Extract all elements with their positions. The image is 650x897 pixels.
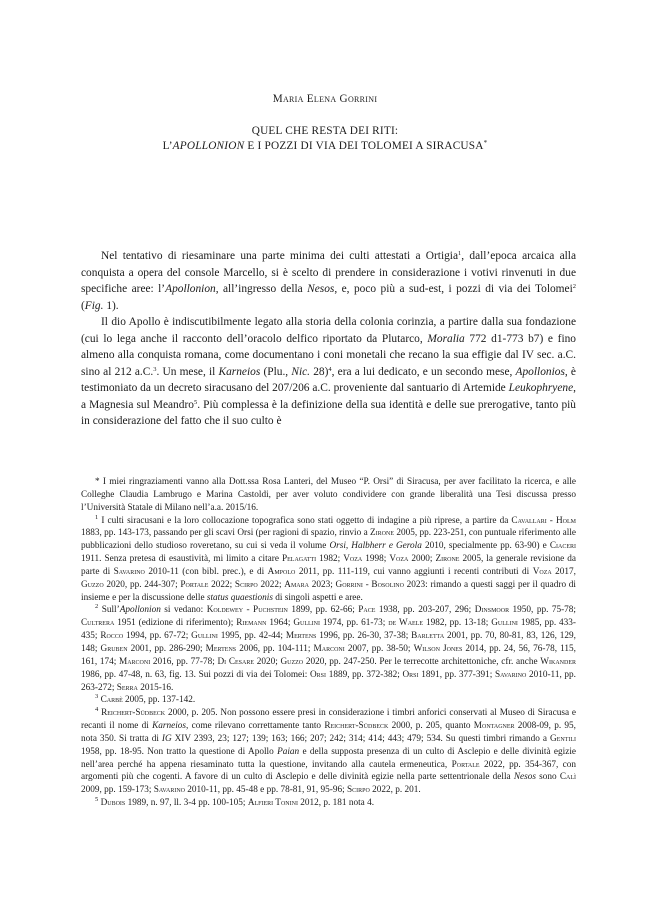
italic-text: Moralia xyxy=(427,332,465,345)
cited-author: Orsi xyxy=(309,669,327,680)
cited-author: Zirone xyxy=(435,554,460,565)
cited-author: Dubois xyxy=(100,798,126,809)
italic-text: IG xyxy=(161,733,172,744)
footnote: $^2$ Sull’Apollonion si vedano: Koldewey - Puchstein 1899, pp. 62-66; Pace 1938, pp. 203-207, 296; Dinsmoor 1950, pp. 75-78; Cultrera 1951 (edizione di riferimento); Riemann 1964; Gullini 1974, pp. 61-73; de Waele 1982, pp. 13-18; Gullini 1985, pp. 433-435; Rocco 1994, pp. 67-72; Gullini 1995, pp. 42-44; Mertens 1996, pp. 26-30, 37-38; Barletta 2001, pp. 70, 80-81, 83, 126, 129, 148; Gruben 2001, pp. 286-290; Mertens 2006, pp. 104-111; Marconi 2007, pp. 38-50; Wilson Jones 2014, pp. 24, 56, 76-78, 115, 161, 174; Marconi 2016, pp. 77-78; Di Cesare 2020; Guzzo 2020, pp. 247-250. Per le terrecotte architettoniche, cfr. anche Wikander 1986, pp. 47-48, n. 63, fig. 13. Sui pozzi di via dei Tolomei: Orsi 1889, pp. 372-382; Orsi 1891, pp. 377-391; Savarino 2010-11, pp. 263-272; Serra 2015-16. xyxy=(81,603,577,693)
cited-author: Portale xyxy=(180,579,209,590)
cited-author: Ampolo xyxy=(267,566,296,577)
italic-text: Karneios xyxy=(218,365,261,378)
footnote-reference: 1 xyxy=(95,513,99,521)
cited-author: Montagner xyxy=(473,721,515,732)
cited-author: Alfieri Tonini xyxy=(247,798,298,809)
cited-author: Mertens xyxy=(285,631,317,642)
cited-author: Amara xyxy=(284,579,309,590)
title-footnote-marker: * xyxy=(483,139,488,148)
italic-text: Fig. xyxy=(84,299,104,312)
cited-author: Riemann xyxy=(236,618,267,629)
cited-author: Ciaceri xyxy=(549,541,576,552)
italic-text: Nesos xyxy=(307,283,335,295)
cited-author: Wikander xyxy=(540,656,576,667)
italic-text: Nesos xyxy=(513,772,536,783)
italic-text: Apollonion xyxy=(119,605,161,616)
cited-author: Di Cesare xyxy=(217,656,255,667)
cited-author: Scirpo xyxy=(234,579,258,590)
footnote: * I miei ringraziamenti vanno alla Dott.ssa Rosa Lanteri, del Museo “P. Orsi” di Siracusa, per aver facilitato la ricerca, e alle Colleghe Claudia Lambrugo e Marina Castoldi, per aver voluto condividere con grande liberalità una Tesi discussa presso l’Università Statale di Milano nell’a.a. 2015/16. xyxy=(81,477,576,513)
footnote-reference: 2 xyxy=(95,603,99,611)
footnote-reference: 3 xyxy=(153,365,157,373)
footnote: $^5$ Dubois 1989, n. 97, ll. 3-4 pp. 100-105; Alfieri Tonini 2012, p. 181 nota 4. xyxy=(95,796,375,809)
cited-author: Marconi xyxy=(119,656,151,667)
cited-author: Pelagatti xyxy=(281,554,317,565)
footnote-reference: 4 xyxy=(95,706,99,714)
cited-author: Marconi xyxy=(313,643,345,654)
title-prefix: L’ xyxy=(162,140,173,153)
cited-author: Serra xyxy=(116,682,138,693)
cited-author: Gentili xyxy=(549,733,576,744)
cited-author: Portale xyxy=(451,759,480,770)
cited-author: Voza xyxy=(343,554,363,565)
italic-text: Orsi, Halbherr e Gerola xyxy=(329,541,422,552)
cited-author: Dinsmoor xyxy=(474,605,510,616)
paragraph: Il dio Apollo è indiscutibilmente legato alla storia della colonia corinzia, a partire dalla sua fondazione (cui lo lega anche il racconto dell’oracolo delfico riportato da Plutarco, Moralia 772 d1-773 b7) e fino almeno alla conquista romana, come documentano i coni monetali che recano la sua effigie dal IV sec. a.C. sino al 212 a.C.$^3$. Un mese, il Karneios (Plu., Nic. 28)$^4$, era a lui dedicato, e un secondo mese, Apollonios, è testimoniato da un decreto siracusano del 207/206 a.C. proveniente dal santuario di Artemide Leukophryene, a Magnesia sul Meandro$^5$. Più complessa è la definizione della sua identità e delle sue prerogative, tanto più in considerazione del fatto che il suo culto è xyxy=(81,316,576,427)
title-rest: E I POZZI DI VIA DEI TOLOMEI A SIRACUSA xyxy=(244,140,484,153)
footnotes xyxy=(81,476,576,810)
article-title xyxy=(0,124,650,154)
italic-text: Apollonios xyxy=(515,365,565,378)
italic-text: Karneios xyxy=(152,721,187,732)
footnote-reference: 1 xyxy=(458,250,462,257)
cited-author: Savarino xyxy=(113,566,145,577)
footnote: $^3$ Carbè 2005, pp. 137-142. xyxy=(95,693,196,706)
footnote-reference: 4 xyxy=(328,365,332,373)
title-apollonion: APOLLONION xyxy=(172,140,245,153)
italic-text: Leukophryene xyxy=(508,382,574,394)
footnote-reference: 3 xyxy=(95,693,99,701)
cited-author: Gullini xyxy=(293,618,321,629)
cited-author: Carbè xyxy=(100,695,123,706)
footnote: $^4$ Reichert-Südbeck 2000, p. 205. Non possono essere presi in considerazione i timbri anforici conservati al Museo di Siracusa e recanti il nome di Karneios, come rilevano correttamente tanto Reichert-Südbeck 2000, p. 205, quanto Montagner 2008-09, p. 95, nota 350. Si tratta di IG XIV 2393, 23; 127; 139; 163; 166; 207; 242; 314; 414; 443; 479; 534. Su questi timbri rimando a Gentili 1958, pp. 18-95. Non tratto la questione di Apollo Paian e della supposta presenza di un culto di Asclepio e delle divinità egizie nell’area perché ha appena riesaminato tutta la questione, invitando alla cautela ermeneutica, Portale 2022, pp. 354-367, con argomenti più che cogenti. A favore di un culto di Asclepio e delle divinità egizie nella parte settentrionale della Nesos sono Calì 2009, pp. 159-173; Savarino 2010-11, pp. 45-48 e pp. 78-81, 91, 95-96; Scirpo 2022, p. 201. xyxy=(81,706,577,796)
footnote-reference: 2 xyxy=(572,283,577,290)
italic-text: Paian xyxy=(277,746,300,757)
title-line-1: QUEL CHE RESTA DEI RITI: xyxy=(251,125,399,137)
cited-author: Koldewey - Puchstein xyxy=(206,605,288,616)
cited-author: Savarino xyxy=(495,669,527,680)
cited-author: Zirone xyxy=(370,528,394,539)
cited-author: Cultrera xyxy=(81,618,115,629)
cited-author: Reichert-Südbeck xyxy=(101,708,166,719)
cited-author: Barletta xyxy=(411,631,445,642)
cited-author: Wilson Jones xyxy=(413,643,463,654)
cited-author: Gullini xyxy=(191,631,218,642)
footnote-reference: 5 xyxy=(95,796,99,804)
cited-author: Guzzo xyxy=(280,656,304,667)
author-name: Maria Elena Gorrini xyxy=(272,93,378,105)
cited-author: Calì xyxy=(559,772,576,783)
cited-author: Voza xyxy=(389,554,409,565)
italic-text: Apollonion xyxy=(165,283,216,295)
italic-text: status quaestionis xyxy=(206,592,273,603)
cited-author: Gullini xyxy=(491,618,518,629)
cited-author: Orsi xyxy=(402,669,419,680)
cited-author: Gorrini - Bosolino xyxy=(335,579,404,590)
cited-author: Pace xyxy=(358,605,376,616)
cited-author: de Waele xyxy=(388,618,424,629)
cited-author: Guzzo xyxy=(81,579,104,590)
cited-author: Savarino xyxy=(153,785,185,796)
paragraph: Nel tentativo di riesaminare una parte minima dei culti attestati a Ortigia$^1$, dall’epoca arcaica alla conquista a opera del console Marcello, si è scelto di prendere in considerazione i votivi rinvenuti in due specifiche aree: l’Apollonion, all’ingresso della Nesos, e, poco più a sud-est, i pozzi di via dei Tolomei$^2$ (Fig. 1). xyxy=(81,250,577,312)
footnote-reference: 5 xyxy=(193,398,198,406)
cited-author: Scirpo xyxy=(347,785,370,796)
cited-author: Rocco xyxy=(100,631,124,642)
cited-author: Gruben xyxy=(100,643,128,654)
title-line-2 xyxy=(0,139,650,154)
cited-author: Reichert-Südbeck xyxy=(324,721,389,732)
italic-text: Nic. xyxy=(291,365,311,378)
main-text xyxy=(81,248,576,430)
cited-author: Voza xyxy=(532,566,552,577)
footnote: $^1$ I culti siracusani e la loro collocazione topografica sono stati oggetto di indagine a più riprese, a partire da Cavallari - Holm 1883, pp. 143-173, passando per gli scavi Orsi (per ragioni di spazio, rinvio a Zirone 2005, pp. 223-251, con puntuale riferimento alle pubblicazioni dello studioso roveretano, su cui si veda il volume Orsi, Halbherr e Gerola 2010, specialmente pp. 63-90) e Ciaceri 1911. Senza pretesa di esaustività, mi limito a citare Pelagatti 1982; Voza 1998; Voza 2000; Zirone 2005, la generale revisione da parte di Savarino 2010-11 (con bibl. prec.), e di Ampolo 2011, pp. 111-119, cui vanno aggiunti i recenti contributi di Voza 2017, Guzzo 2020, pp. 244-307; Portale 2022; Scirpo 2022; Amara 2023; Gorrini - Bosolino 2023: rimando a questi saggi per il quadro di insieme e per la discussione delle status quaestionis di singoli aspetti e aree. xyxy=(81,513,577,603)
cited-author: Mertens xyxy=(205,643,237,654)
cited-author: Cavallari - Holm xyxy=(511,515,576,526)
